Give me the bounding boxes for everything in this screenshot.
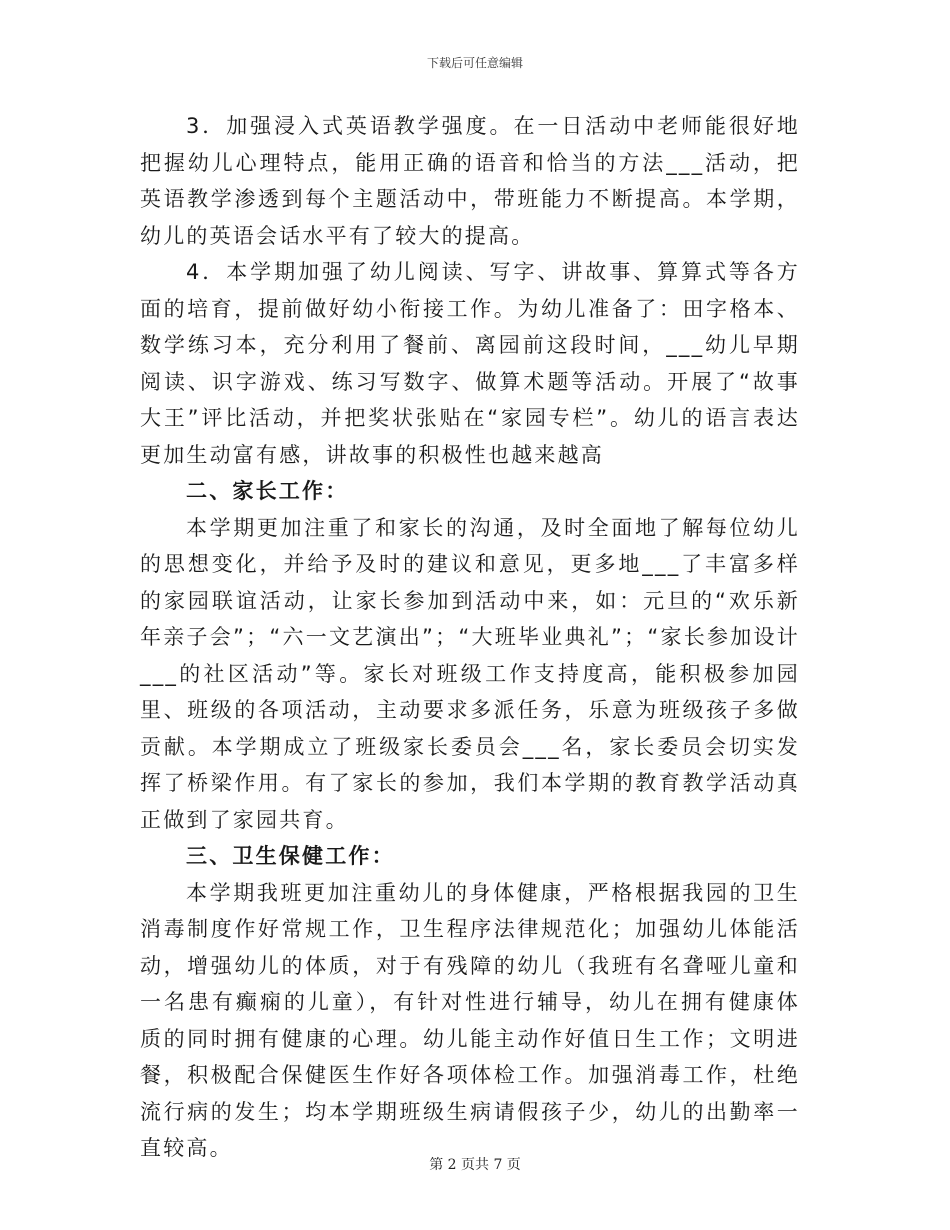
page-header: 下载后可任意编辑 xyxy=(426,56,523,70)
document-body xyxy=(140,108,800,1167)
paragraph-reading-writing: 4．本学期加强了幼儿阅读、写字、讲故事、算算式等各方面的培育，提前做好幼小衔接工作。为幼儿准备了：田字格本、数学练习本，充分利用了餐前、离园前这段时间，___幼儿早期阅读、识字游戏、练习写数字、做算术题等活动。开展了“故事大王”评比活动，并把奖状张贴在“家园专栏”。幼儿的语言表达更加生动富有感，讲故事的积极性也越来越高 xyxy=(140,260,800,467)
paragraph-parent-work: 本学期更加注重了和家长的沟通，及时全面地了解每位幼儿的思想变化，并给予及时的建议和意见，更多地___了丰富多样的家园联谊活动，让家长参加到活动中来，如：元旦的“欢乐新年亲子会”；“六一文艺演出”；“大班毕业典礼”；“家长参加设计___的社区活动”等。家长对班级工作支持度高，能积极参加园里、班级的各项活动，主动要求多派任务，乐意为班级孩子多做贡献。本学期成立了班级家长委员会___名，家长委员会切实发挥了桥梁作用。有了家长的参加，我们本学期的教育教学活动真正做到了家园共育。 xyxy=(140,515,800,832)
heading-parent-work: 二、家长工作： xyxy=(186,479,349,503)
paragraph-health-work: 本学期我班更加注重幼儿的身体健康，严格根据我园的卫生消毒制度作好常规工作，卫生程序法律规范化；加强幼儿体能活动，增强幼儿的体质，对于有残障的幼儿（我班有名聋哑儿童和一名患有癫痫的儿童），有针对性进行辅导，幼儿在拥有健康体质的同时拥有健康的心理。幼儿能主动作好值日生工作；文明进餐，积极配合保健医生作好各项体检工作。加强消毒工作，杜绝流行病的发生；均本学期班级生病请假孩子少，幼儿的出勤率一直较高。 xyxy=(140,880,800,1160)
paragraph-english-teaching: 3．加强浸入式英语教学强度。在一日活动中老师能很好地把握幼儿心理特点，能用正确的语音和恰当的方法___活动，把英语教学渗透到每个主题活动中，带班能力不断提高。本学期，幼儿的英语会话水平有了较大的提高。 xyxy=(140,114,800,248)
page-footer: 第 2 页共 7 页 xyxy=(429,1157,521,1173)
heading-health-work: 三、卫生保健工作： xyxy=(186,844,395,868)
